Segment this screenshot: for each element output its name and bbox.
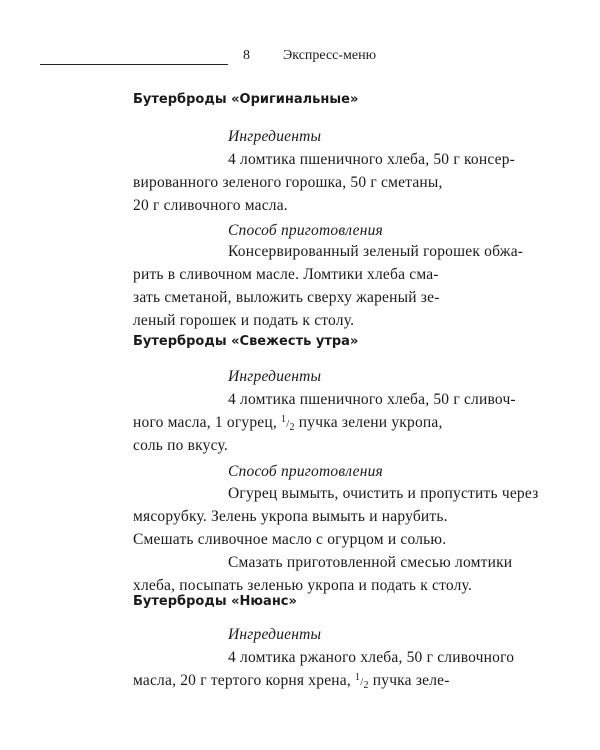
ingredients-line: 4 ломтика пшеничного хлеба, 50 г консер- xyxy=(228,151,516,168)
ingredients-line: 20 г сливочного масла. xyxy=(133,197,288,214)
method-line: Смешать сливочное масло с огурцом и солью. xyxy=(133,531,447,548)
ingredients-line: ного масла, 1 огурец, $^1/_2$ пучка зелени укропа, xyxy=(133,414,443,433)
ingredients-line: 4 ломтика ржаного хлеба, 50 г сливочного xyxy=(228,649,515,666)
ingredients-line: вированного зеленого горошка, 50 г сметаны, xyxy=(133,174,443,191)
method-label: Способ приготовления xyxy=(228,463,383,480)
method-line: Смазать приготовленной смесью ломтики xyxy=(228,554,513,571)
fraction-half: $^1/_2$ xyxy=(355,672,369,691)
method-label: Способ приготовления xyxy=(228,222,383,239)
ingredients-line: соль по вкусу. xyxy=(133,437,228,454)
header-rule xyxy=(40,64,228,65)
method-line: зать сметаной, выложить сверху жареный зе- xyxy=(133,289,440,306)
recipe-title: Бутерброды «Оригинальные» xyxy=(133,92,359,107)
recipe-title: Бутерброды «Свежесть утра» xyxy=(133,334,359,349)
page-header xyxy=(40,46,560,70)
method-line: леный горошек и подать к столу. xyxy=(133,312,355,329)
ingredients-label: Ингредиенты xyxy=(228,368,322,385)
ingredients-line: масла, 20 г тертого корня хрена, $^1/_2$ пучка зеле- xyxy=(133,672,450,691)
running-head: Экспресс-меню xyxy=(283,48,377,63)
method-line: Огурец вымыть, очистить и пропустить через xyxy=(228,485,539,502)
method-line: Консервированный зеленый горошек обжа- xyxy=(228,243,524,260)
method-line: хлеба, посыпать зеленью укропа и подать к столу. xyxy=(133,577,473,594)
fraction-half: $^1/_2$ xyxy=(281,414,295,433)
method-line: мясорубку. Зелень укропа вымыть и нарубить. xyxy=(133,508,448,525)
recipe-title: Бутерброды «Нюанс» xyxy=(133,594,297,609)
ingredients-label: Ингредиенты xyxy=(228,128,322,145)
ingredients-line: 4 ломтика пшеничного хлеба, 50 г сливоч- xyxy=(228,391,516,408)
page-number: 8 xyxy=(243,48,250,63)
method-line: рить в сливочном масле. Ломтики хлеба сма- xyxy=(133,266,439,283)
ingredients-label: Ингредиенты xyxy=(228,626,322,643)
